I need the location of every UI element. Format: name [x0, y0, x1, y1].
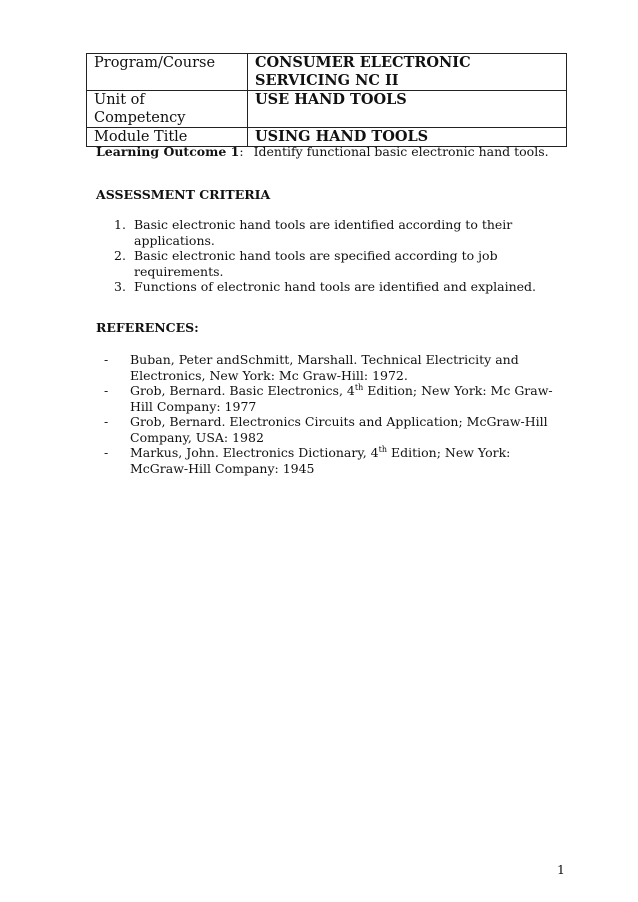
table-row: [87, 91, 567, 128]
assessment-criteria-heading: ASSESSMENT CRITERIA: [96, 187, 271, 202]
list-item-text: Functions of electronic hand tools are identified and explained.: [134, 279, 536, 294]
assessment-criteria-list: [114, 217, 554, 295]
list-item: [96, 383, 566, 414]
program-course-value: CONSUMER ELECTRONIC SERVICING NC II: [248, 54, 567, 91]
learning-outcome: [96, 144, 549, 160]
list-item-text: Basic electronic hand tools are specified according to job requirements.: [134, 248, 498, 279]
program-course-label: Program/Course: [87, 54, 248, 91]
reference-text: Grob, Bernard. Electronics Circuits and Application; McGraw-Hill Company, USA: 1982: [130, 414, 548, 445]
ordinal-suffix: th: [378, 445, 388, 454]
list-item-dash: -: [104, 414, 109, 429]
list-item: [96, 352, 566, 383]
list-item-dash: -: [104, 445, 109, 460]
learning-outcome-label: Learning Outcome 1: [96, 144, 240, 159]
learning-outcome-colon: :: [239, 144, 244, 159]
list-item-number: 3.: [114, 279, 126, 294]
list-item-number: 1.: [114, 217, 126, 232]
unit-of-competency-value: USE HAND TOOLS: [248, 91, 567, 128]
reference-text-start: Grob, Bernard. Basic Electronics, 4: [130, 383, 355, 398]
list-item-text: Basic electronic hand tools are identified according to their applications.: [134, 217, 513, 248]
references-heading: REFERENCES:: [96, 320, 199, 335]
list-item-dash: -: [104, 383, 109, 398]
module-title-value: USING HAND TOOLS: [248, 128, 567, 147]
reference-text: Buban, Peter andSchmitt, Marshall. Technical Electricity and Electronics, New York: Mc Graw-Hill: 1972.: [130, 352, 519, 383]
module-title-label: Module Title: [87, 128, 248, 147]
references-list: [96, 352, 566, 476]
ordinal-suffix: th: [354, 383, 364, 392]
list-item: [114, 248, 554, 279]
learning-outcome-text: Identify functional basic electronic hand tools.: [253, 144, 549, 159]
unit-of-competency-label: Unit of Competency: [87, 91, 248, 128]
list-item-number: 2.: [114, 248, 126, 263]
reference-text-end: Edition; New York: Mc Graw-Hill Company: 1977: [130, 383, 553, 414]
module-info-table: [86, 53, 567, 147]
page-number: 1: [557, 862, 565, 877]
reference-text-end: Edition; New York: McGraw-Hill Company: 1945: [130, 445, 511, 476]
list-item: [96, 414, 566, 445]
reference-text-start: Markus, John. Electronics Dictionary, 4: [130, 445, 379, 460]
list-item-dash: -: [104, 352, 109, 367]
list-item: [96, 445, 566, 476]
table-row: [87, 54, 567, 91]
list-item: [114, 217, 554, 248]
list-item: [114, 279, 554, 295]
